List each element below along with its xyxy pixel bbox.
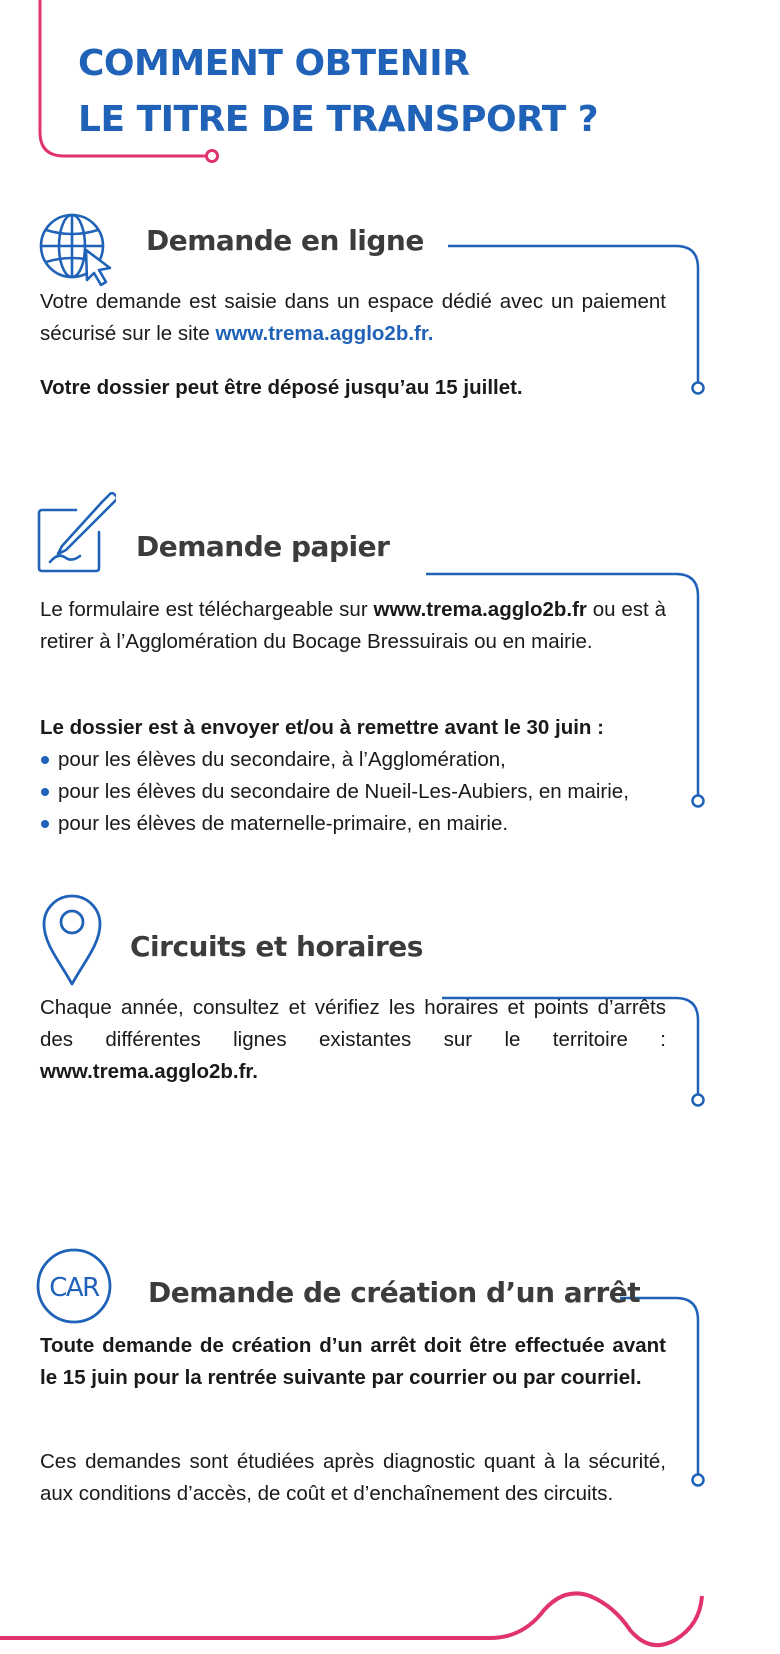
paper-deadline (40, 712, 666, 744)
title-line-2: LE TITRE DE TRANSPORT ? (78, 99, 599, 140)
routes-link[interactable]: www.trema.agglo2b.fr. (40, 1060, 258, 1083)
car-icon-label: CAR (49, 1273, 99, 1303)
section-title-paper: Demande papier (136, 530, 390, 563)
online-description (40, 286, 666, 350)
list-item: pour les élèves du secondaire de Nueil-Les-Aubiers, en mairie, (40, 776, 666, 808)
paper-deadline-colon: : (591, 716, 604, 739)
title-line-1: COMMENT OBTENIR (78, 43, 470, 84)
section-title-online: Demande en ligne (146, 224, 424, 257)
online-description-text: Votre demande est saisie dans un espace dédié avec un paiement sécurisé sur le site (40, 290, 666, 345)
routes-description-text: Chaque année, consultez et vérifiez les horaires et points d’arrêts des différentes lignes existantes sur le territoire : (40, 996, 666, 1051)
paper-bullet-list (40, 744, 666, 840)
paper-description (40, 594, 666, 658)
online-deadline-note: Votre dossier peut être déposé jusqu’au 15 juillet. (40, 376, 523, 399)
routes-description (40, 992, 666, 1088)
paper-deadline-text: Le dossier est à envoyer et/ou à remettre avant le 30 juin (40, 716, 592, 739)
pen-paper-icon (36, 492, 116, 576)
list-item: pour les élèves de maternelle-primaire, en mairie. (40, 808, 666, 840)
globe-cursor-icon (36, 210, 116, 288)
new-stop-description: Ces demandes sont étudiées après diagnostic quant à la sécurité, aux conditions d’accès, de coût et d’enchaînement des circuits. (40, 1450, 666, 1505)
map-pin-icon (40, 894, 104, 988)
list-item: pour les élèves du secondaire, à l’Agglomération, (40, 744, 666, 776)
paper-link[interactable]: www.trema.agglo2b.fr (373, 598, 587, 621)
section-title-routes: Circuits et horaires (130, 930, 423, 963)
paper-description-tail: ou est à retirer à l’Agglomération du Bocage Bressuirais ou en mairie. (40, 598, 666, 653)
new-stop-deadline: Toute demande de création d’un arrêt doit être effectuée avant le 15 juin pour la rentrée suivante par courrier ou par courriel. (40, 1334, 666, 1389)
car-stop-icon (34, 1246, 114, 1326)
paper-description-text: Le formulaire est téléchargeable sur (40, 598, 374, 621)
page-title (78, 36, 598, 148)
section-title-new-stop: Demande de création d’un arrêt (148, 1276, 641, 1309)
online-link[interactable]: www.trema.agglo2b.fr. (215, 322, 434, 345)
paper-deadline-block (40, 712, 666, 840)
